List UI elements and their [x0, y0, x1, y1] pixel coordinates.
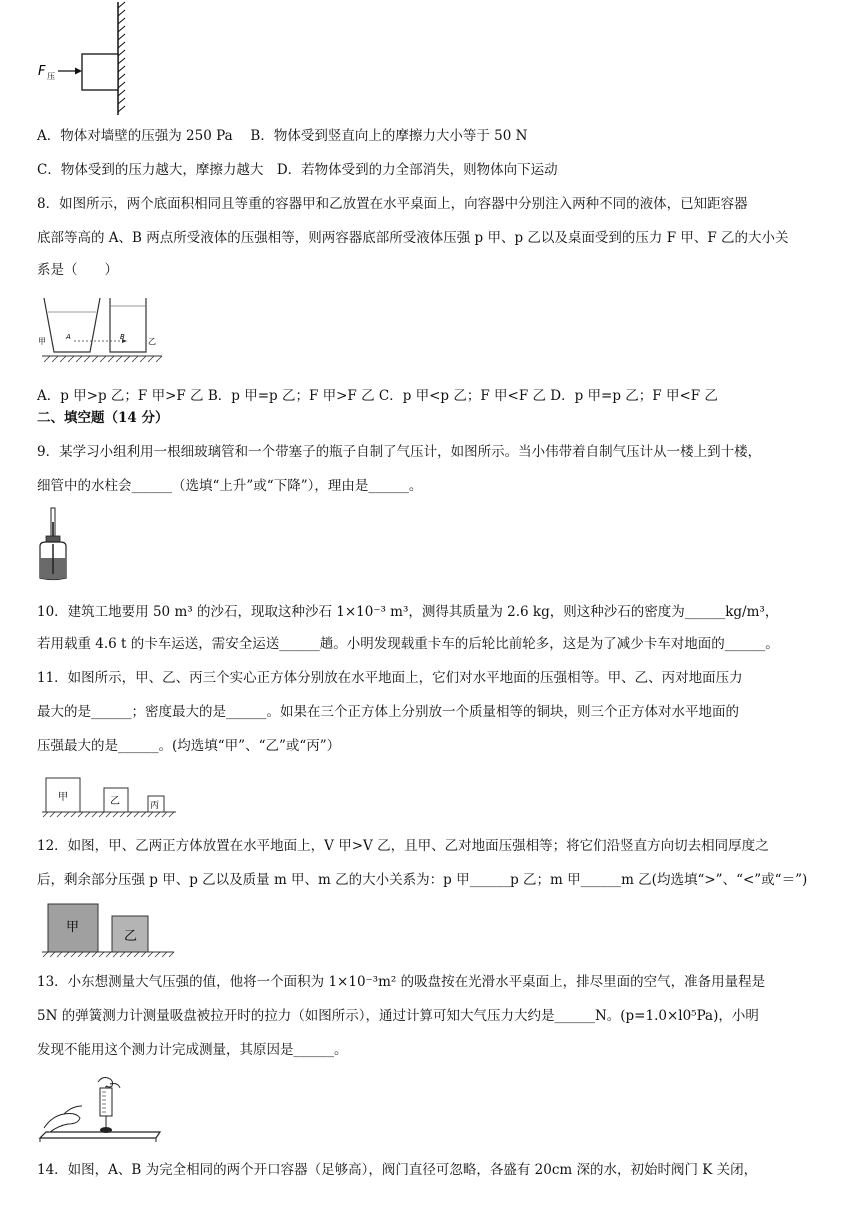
q10-line2: 若用载重 4.6 t 的卡车运送，需安全运送______趟。小明发现载重卡车的后轮比前轮多，这是为了减少卡车对地面的______。 — [37, 636, 779, 652]
section-fill-blanks-heading: 二、填空题（14 分） — [37, 410, 169, 426]
q12-cube-b: 乙 — [124, 929, 138, 944]
q7-force-label: F — [38, 64, 46, 79]
q8-line3: 系是（ ） — [37, 262, 118, 278]
q12-line1: 12．如图，甲、乙两正方体放置在水平地面上，V 甲>V 乙，且甲、乙对地面压强相等；将它们沿竖直方向切去相同厚度之 — [37, 838, 769, 854]
q11-cube-c: 丙 — [150, 801, 160, 811]
q8-point-a: A — [66, 333, 71, 341]
q8-line2: 底部等高的 A、B 两点所受液体的压强相等，则两容器底部所受液体压强 p 甲、p 乙以及桌面受到的压力 F 甲、F 乙的大小关 — [37, 230, 789, 246]
q11-cubes-figure — [40, 770, 180, 818]
q8-point-b: B — [120, 333, 125, 341]
q13-line2: 5N 的弹簧测力计测量吸盘被拉开时的拉力（如图所示），通过计算可知大气压力大约是______N。(p=1.0×l0⁵Pa)，小明 — [37, 1008, 759, 1024]
q13-line3: 发现不能用这个测力计完成测量，其原因是______。 — [37, 1042, 348, 1058]
q7-options-line2: C．物体受到的压力越大，摩擦力越大 D．若物体受到的力全部消失，则物体向下运动 — [37, 162, 558, 178]
q8-options: A．p 甲>p 乙；F 甲>F 乙 B．p 甲=p 乙；F 甲>F 乙 C．p 甲<p 乙；F 甲<F 乙 D．p 甲=p 乙；F 甲<F 乙 — [37, 388, 718, 404]
q11-cube-a: 甲 — [58, 792, 68, 803]
q8-label-left: 甲 — [38, 337, 46, 346]
q7-force-subscript: 压 — [47, 72, 55, 81]
q14-line1: 14．如图，A、B 为完全相同的两个开口容器（足够高），阀门直径可忽略，各盛有 20cm 深的水，初始时阀门 K 关闭， — [37, 1162, 758, 1178]
q9-line1: 9．某学习小组利用一根细玻璃管和一个带塞子的瓶子自制了气压计，如图所示。当小伟带着自制气压计从一楼上到十楼， — [37, 444, 762, 460]
q7-options-line1: A．物体对墙壁的压强为 250 Pa B．物体受到竖直向上的摩擦力大小等于 50 N — [37, 128, 528, 144]
q8-line1: 8．如图所示，两个底面积相同且等重的容器甲和乙放置在水平桌面上，向容器中分别注入两种不同的液体，已知距容器 — [37, 196, 748, 212]
q8-containers-figure — [36, 292, 166, 364]
q10-line1: 10．建筑工地要用 50 m³ 的沙石，现取这种沙石 1×10⁻³ m³，测得其质量为 2.6 kg，则这种沙石的密度为______kg/m³， — [37, 604, 779, 620]
q13-suction-cup-figure — [36, 1076, 166, 1146]
q11-line1: 11．如图所示，甲、乙、丙三个实心正方体分别放在水平地面上，它们对水平地面的压强相等。甲、乙、丙对地面压力 — [37, 670, 743, 686]
q8-label-right: 乙 — [148, 337, 156, 346]
q12-cube-a: 甲 — [66, 920, 80, 935]
q9-barometer-figure — [36, 506, 72, 582]
q7-wall-figure — [36, 0, 136, 118]
q9-line2: 细管中的水柱会______（选填“上升”或“下降”），理由是______。 — [37, 478, 423, 494]
q11-cube-b: 乙 — [110, 796, 120, 807]
q11-line3: 压强最大的是______。(均选填“甲”、“乙”或“丙”） — [37, 738, 341, 754]
q12-cubes-figure — [40, 900, 180, 958]
q12-line2: 后，剩余部分压强 p 甲、p 乙以及质量 m 甲、m 乙的大小关系为：p 甲______p 乙；m 甲______m 乙(均选填“>”、“<”或“＝”) — [37, 872, 808, 888]
q11-line2: 最大的是______；密度最大的是______。如果在三个正方体上分别放一个质量相等的铜块，则三个正方体对水平地面的 — [37, 704, 739, 720]
q13-line1: 13．小东想测量大气压强的值，他将一个面积为 1×10⁻³m² 的吸盘按在光滑水平桌面上，排尽里面的空气，准备用量程是 — [37, 974, 766, 990]
